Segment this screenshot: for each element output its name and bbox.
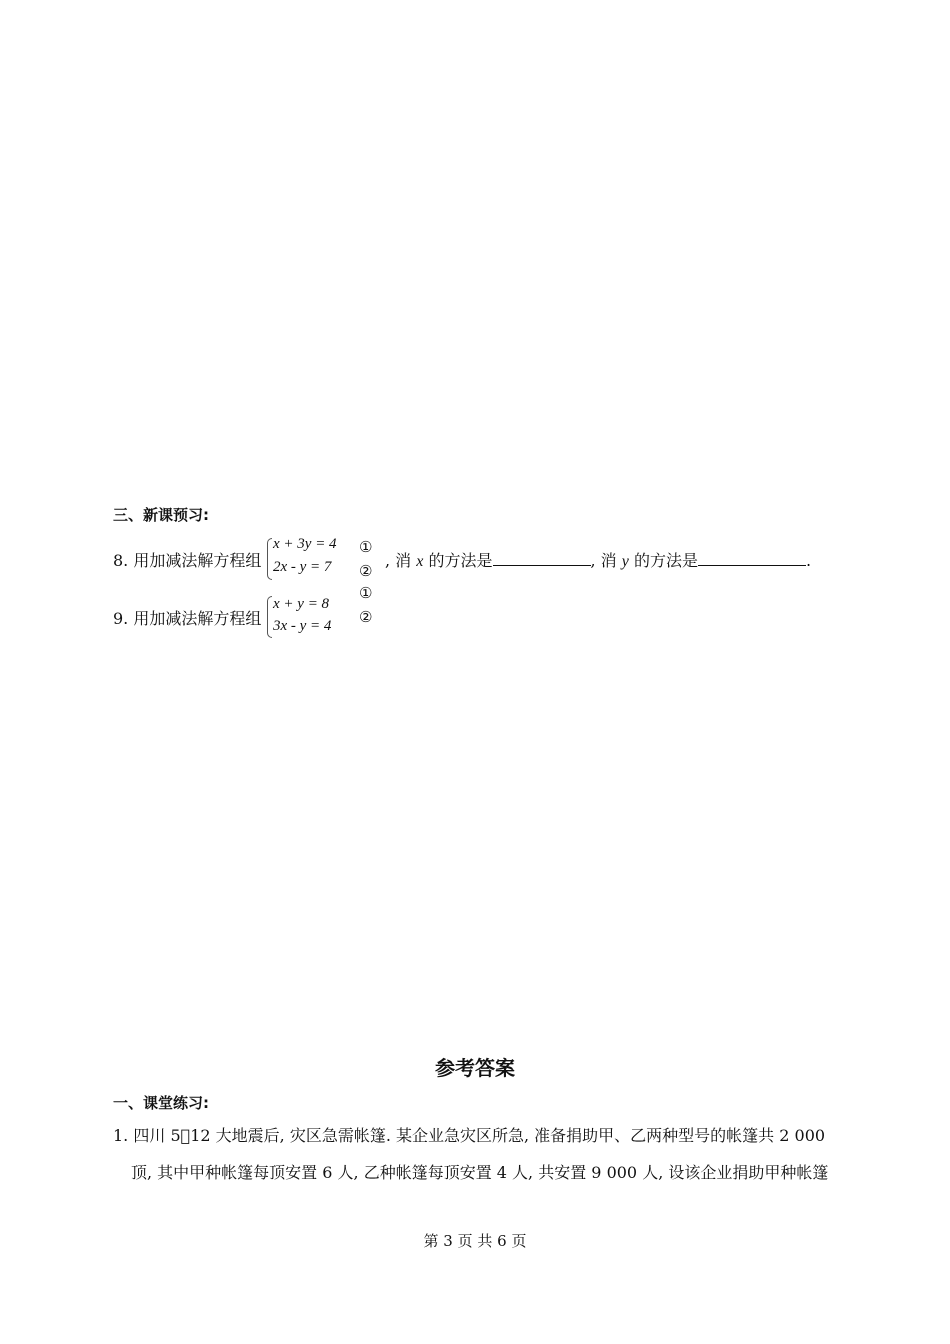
q9-equation-2: 3x - y = 4	[273, 618, 332, 634]
q8-mark-1: ①	[359, 538, 373, 556]
answers-title: 参考答案	[435, 1056, 515, 1080]
q9-mark-2: ②	[359, 608, 373, 626]
question-9	[113, 584, 513, 640]
q8-brace	[267, 538, 272, 580]
q8-prefix: 8. 用加减法解方程组	[113, 551, 262, 570]
q9-equation-1: x + y = 8	[273, 596, 330, 612]
q8-var-x: x	[416, 553, 424, 570]
q8-equation-1: x + 3y = 4	[273, 536, 337, 552]
q8-blank-2[interactable]	[698, 551, 806, 566]
q9-prefix: 9. 用加减法解方程组	[113, 609, 262, 628]
q8-text-d: 的方法是	[633, 551, 698, 570]
q8-text-c: , 消	[590, 551, 617, 570]
section-heading-practice: 一、课堂练习:	[113, 1094, 209, 1112]
answer-1-line-2: 顶, 其中甲种帐篷每顶安置 6 人, 乙种帐篷每顶安置 4 人, 共安置 9 000 人, 设该企业捐助甲种帐篷	[131, 1163, 829, 1182]
q8-mark-2: ②	[359, 562, 373, 580]
q8-text-b: 的方法是	[428, 551, 493, 570]
q8-end: .	[806, 551, 812, 570]
q8-text-a: , 消	[385, 551, 412, 570]
section-heading-preview: 三、新课预习:	[113, 506, 209, 524]
page-footer: 第 3 页 共 6 页	[423, 1232, 527, 1250]
question-8	[113, 536, 833, 582]
q8-blank-1[interactable]	[493, 551, 591, 566]
q9-brace	[267, 596, 272, 638]
q8-var-y: y	[621, 553, 629, 570]
answer-1-line-1: 1. 四川 5􏰀12 大地震后, 灾区急需帐篷. 某企业急灾区所急, 准备捐助甲、乙两种型号的帐篷共 2 000	[113, 1126, 826, 1145]
q8-tail	[385, 548, 811, 571]
q9-mark-1: ①	[359, 584, 373, 602]
q8-equation-2: 2x - y = 7	[273, 559, 332, 575]
